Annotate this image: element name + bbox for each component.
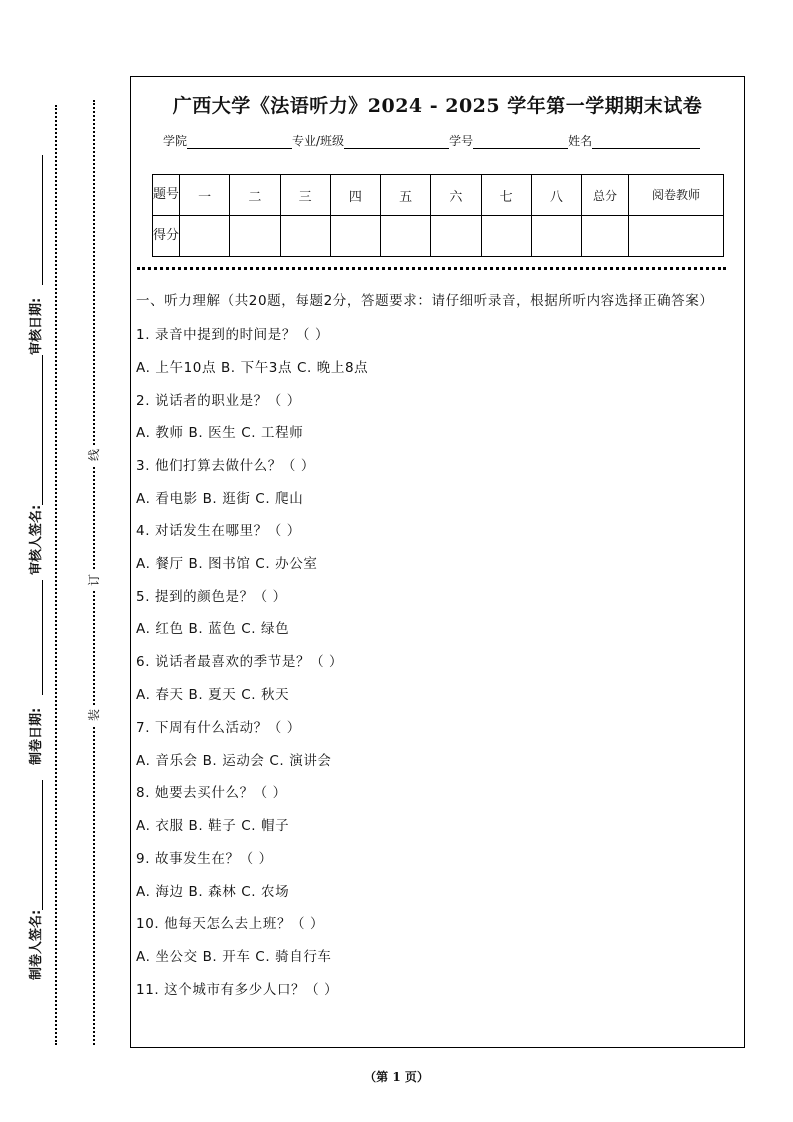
col-7: 七 [481, 175, 531, 216]
reviewer-sign-label: 审核人签名: [29, 504, 44, 575]
question-line: 4. 对话发生在哪里？（ ） [136, 523, 301, 539]
col-1: 一 [180, 175, 230, 216]
col-5: 五 [381, 175, 431, 216]
name-label: 姓名 [568, 134, 593, 148]
score-cell[interactable] [531, 216, 581, 257]
score-head: 得分 [153, 216, 180, 257]
question-line: 10. 他每天怎么去上班？（ ） [136, 916, 325, 932]
prep-date-label: 制卷日期: [29, 707, 44, 765]
options-line: A. 上午10点 B. 下午3点 C. 晚上8点 [136, 360, 369, 376]
binding-ding-char: 订 [84, 570, 104, 590]
major-label: 专业/班级 [292, 134, 345, 148]
options-line: A. 春天 B. 夏天 C. 秋天 [136, 687, 290, 703]
score-cell[interactable] [481, 216, 531, 257]
section-heading: 一、听力理解（共20题，每题2分，答题要求：请仔细听录音，根据所听内容选择正确答案） [136, 293, 714, 309]
score-cell[interactable] [280, 216, 330, 257]
score-table-header-row [153, 175, 724, 216]
college-label: 学院 [163, 134, 188, 148]
question-line: 2. 说话者的职业是？（ ） [136, 393, 301, 409]
score-cell[interactable] [381, 216, 431, 257]
student-id-field[interactable] [473, 134, 568, 149]
binding-line-char: 线 [84, 445, 104, 465]
prep-sign-label: 制卷人签名: [29, 909, 44, 980]
reviewer-sign-blank[interactable] [42, 355, 43, 505]
options-line: A. 海边 B. 森林 C. 农场 [136, 884, 290, 900]
options-line: A. 音乐会 B. 运动会 C. 演讲会 [136, 753, 332, 769]
score-table [152, 174, 724, 257]
question-line: 9. 故事发生在？（ ） [136, 851, 273, 867]
review-date-label: 审核日期: [29, 297, 44, 355]
options-line: A. 看电影 B. 逛街 C. 爬山 [136, 491, 304, 507]
options-line: A. 教师 B. 医生 C. 工程师 [136, 425, 304, 441]
page-number: （第 1 页） [364, 1070, 429, 1084]
question-line: 1. 录音中提到的时间是？（ ） [136, 327, 330, 343]
score-total-cell[interactable] [582, 216, 629, 257]
binding-dotted-line-outer [55, 105, 57, 1045]
score-cell[interactable] [431, 216, 481, 257]
options-line: A. 餐厅 B. 图书馆 C. 办公室 [136, 556, 318, 572]
question-number-head: 题号 [153, 175, 180, 216]
options-line: A. 衣服 B. 鞋子 C. 帽子 [136, 818, 290, 834]
student-info-row [163, 132, 700, 149]
question-line: 6. 说话者最喜欢的季节是？（ ） [136, 654, 344, 670]
exam-frame [130, 76, 745, 1048]
score-cell[interactable] [230, 216, 280, 257]
review-date-blank[interactable] [42, 155, 43, 285]
student-id-label: 学号 [449, 134, 474, 148]
score-cell[interactable] [180, 216, 230, 257]
score-table-score-row [153, 216, 724, 257]
options-line: A. 坐公交 B. 开车 C. 骑自行车 [136, 949, 332, 965]
grader-cell[interactable] [629, 216, 724, 257]
major-field[interactable] [344, 134, 449, 149]
col-6: 六 [431, 175, 481, 216]
prep-date-blank[interactable] [42, 580, 43, 695]
question-line: 3. 他们打算去做什么？（ ） [136, 458, 315, 474]
options-line: A. 红色 B. 蓝色 C. 绿色 [136, 621, 290, 637]
col-grader: 阅卷教师 [629, 175, 724, 216]
col-total: 总分 [582, 175, 629, 216]
college-field[interactable] [187, 134, 292, 149]
section-listening [136, 289, 736, 998]
binding-zhuang-char: 装 [84, 705, 104, 725]
exam-title: 广西大学《法语听力》2024 - 2025 学年第一学期期末试卷 [172, 95, 703, 117]
question-line: 11. 这个城市有多少人口？（ ） [136, 982, 339, 998]
dotted-separator [137, 267, 726, 270]
prep-sign-blank[interactable] [42, 780, 43, 910]
question-line: 8. 她要去买什么？（ ） [136, 785, 287, 801]
question-line: 5. 提到的颜色是？（ ） [136, 589, 287, 605]
col-8: 八 [531, 175, 581, 216]
name-field[interactable] [592, 134, 700, 149]
col-2: 二 [230, 175, 280, 216]
col-3: 三 [280, 175, 330, 216]
question-line: 7. 下周有什么活动？（ ） [136, 720, 301, 736]
col-4: 四 [330, 175, 380, 216]
score-cell[interactable] [330, 216, 380, 257]
